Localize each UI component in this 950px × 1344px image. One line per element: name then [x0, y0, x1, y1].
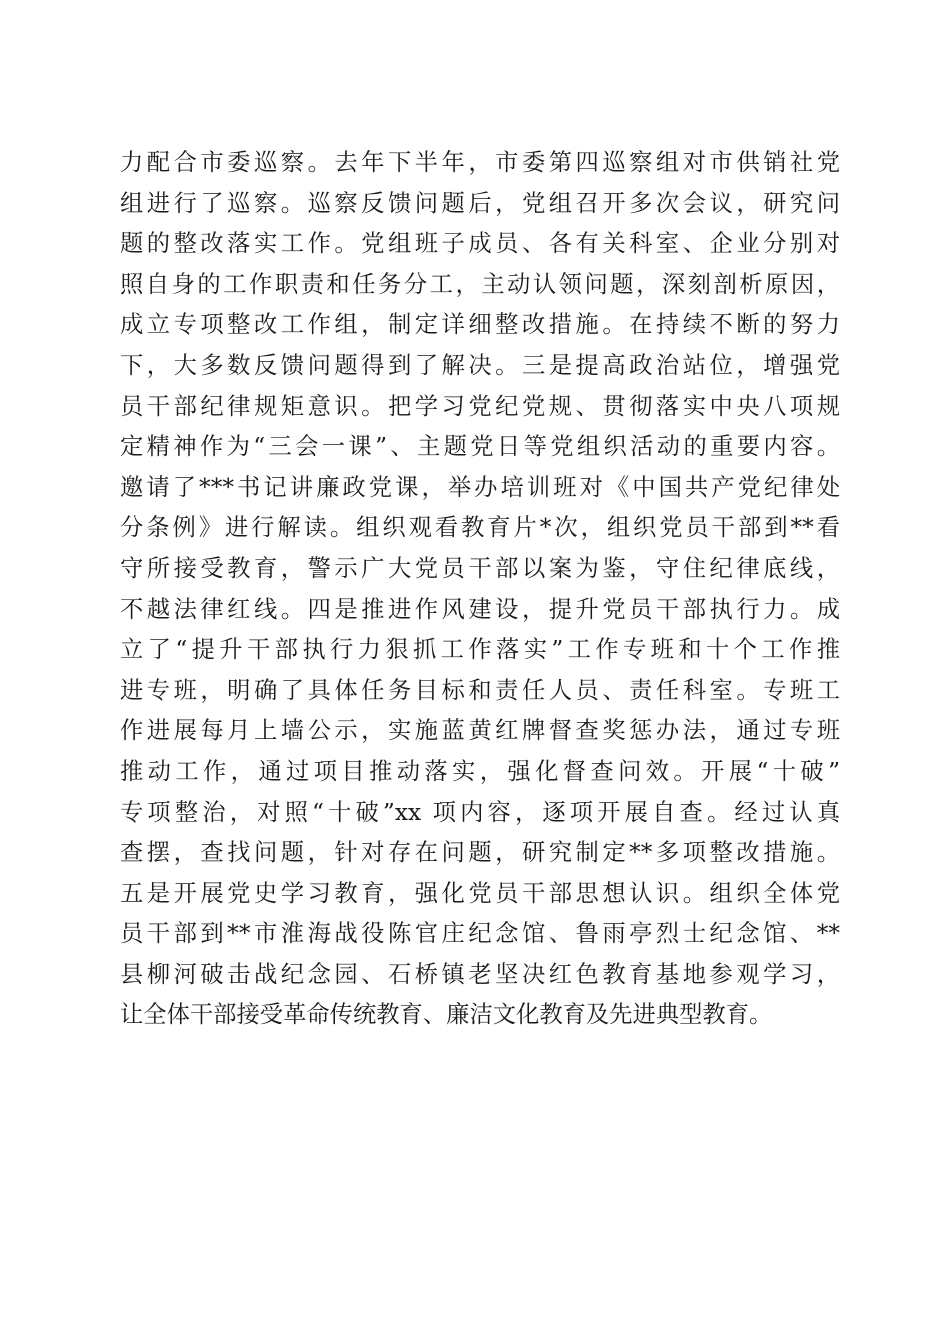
text-line-15: 作进展每月上墙公示，实施蓝黄红牌督查奖惩办法，通过专班: [120, 717, 840, 745]
text-line-20: 员干部到**市淮海战役陈官庄纪念馆、鲁雨亭烈士纪念馆、**: [120, 920, 840, 948]
text-line-13: 立了“提升干部执行力狠抓工作落实”工作专班和十个工作推: [120, 636, 840, 664]
text-line-8: 定精神作为“三会一课”、主题党日等党组织活动的重要内容。: [120, 433, 840, 461]
text-line-22: 让全体干部接受革命传统教育、廉洁文化教育及先进典型教育。: [120, 1001, 773, 1029]
text-line-1: 力配合市委巡察。去年下半年，市委第四巡察组对市供销社党: [120, 149, 840, 176]
text-line-12: 不越法律红线。四是推进作风建设，提升党员干部执行力。成: [120, 595, 840, 623]
text-line-4: 照自身的工作职责和任务分工，主动认领问题，深刻剖析原因，: [120, 270, 840, 298]
text-line-7: 员干部纪律规矩意识。把学习党纪党规、贯彻落实中央八项规: [120, 392, 840, 420]
text-line-10: 分条例》进行解读。组织观看教育片*次，组织党员干部到**看: [120, 514, 840, 542]
text-line-3: 题的整改落实工作。党组班子成员、各有关科室、企业分别对: [120, 230, 840, 258]
text-line-5: 成立专项整改工作组，制定详细整改措施。在持续不断的努力: [120, 311, 840, 339]
body-paragraph: [120, 143, 840, 1036]
text-line-2: 组进行了巡察。巡察反馈问题后，党组召开多次会议，研究问: [120, 189, 840, 217]
text-line-18: 查摆，查找问题，针对存在问题，研究制定**多项整改措施。: [120, 839, 840, 867]
text-line-6: 下，大多数反馈问题得到了解决。三是提高政治站位，增强党: [120, 351, 840, 379]
text-line-16: 推动工作，通过项目推动落实，强化督查问效。开展“十破”: [120, 757, 840, 785]
text-line-21: 县柳河破击战纪念园、石桥镇老坚决红色教育基地参观学习，: [120, 960, 840, 988]
text-line-19: 五是开展党史学习教育，强化党员干部思想认识。组织全体党: [120, 879, 840, 907]
text-line-9: 邀请了***书记讲廉政党课，举办培训班对《中国共产党纪律处: [120, 473, 840, 501]
text-line-14: 进专班，明确了具体任务目标和责任人员、责任科室。专班工: [120, 676, 840, 704]
text-line-11: 守所接受教育，警示广大党员干部以案为鉴，守住纪律底线，: [120, 554, 840, 582]
text-line-17: 专项整治，对照“十破”xx 项内容，逐项开展自查。经过认真: [120, 798, 840, 826]
